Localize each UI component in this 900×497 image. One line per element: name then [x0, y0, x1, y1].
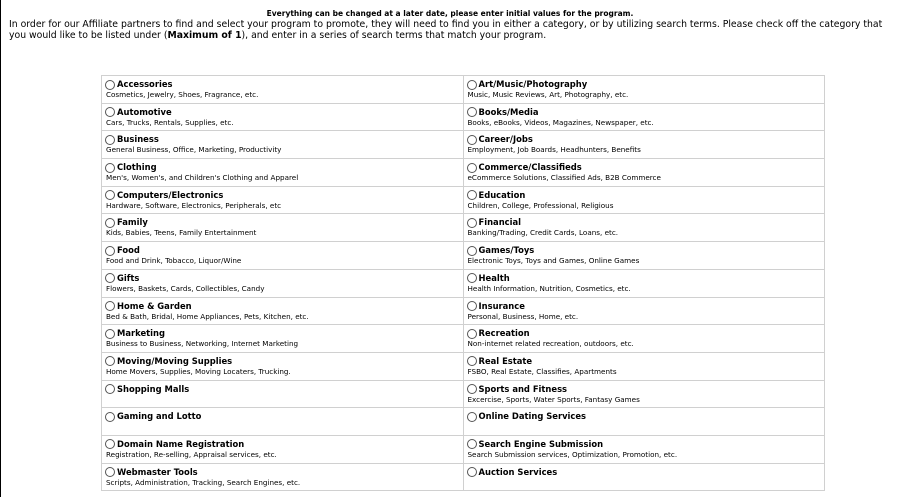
category-option-domain-name-registration[interactable]: [105, 439, 460, 450]
category-option-auction-services[interactable]: [467, 467, 822, 478]
category-cell-career-jobs: [463, 131, 825, 159]
category-name: Accessories: [117, 79, 173, 89]
category-radio-domain-name-registration[interactable]: [105, 439, 115, 449]
category-option-shopping-malls[interactable]: [105, 384, 460, 395]
category-row: [102, 352, 825, 380]
category-cell-financial: [463, 214, 825, 242]
category-radio-food[interactable]: [105, 246, 115, 256]
category-cell-domain-name-registration: [102, 435, 464, 463]
category-name: Commerce/Classifieds: [478, 162, 582, 173]
category-radio-career-jobs[interactable]: [467, 135, 477, 145]
category-name: Webmaster Tools: [117, 466, 198, 477]
category-option-real-estate[interactable]: [467, 356, 822, 367]
category-cell-art-music-photography: [463, 76, 825, 104]
category-radio-sports-and-fitness[interactable]: [467, 384, 477, 394]
category-option-accessories[interactable]: [105, 79, 460, 90]
category-option-clothing[interactable]: [105, 162, 460, 173]
category-radio-insurance[interactable]: [467, 301, 477, 311]
category-radio-search-engine-submission[interactable]: [467, 439, 477, 449]
category-table-body: [102, 76, 825, 491]
category-name: Marketing: [117, 328, 165, 339]
category-cell-search-engine-submission: [463, 435, 825, 463]
category-radio-accessories[interactable]: [105, 80, 115, 90]
category-option-moving-moving-supplies[interactable]: [105, 356, 460, 367]
category-option-family[interactable]: [105, 217, 460, 228]
category-option-books-media[interactable]: [467, 107, 822, 118]
category-description: Bed & Bath, Bridal, Home Appliances, Pets, Kitchen, etc.: [106, 311, 309, 321]
category-cell-webmaster-tools: [102, 463, 464, 491]
category-radio-games-toys[interactable]: [467, 246, 477, 256]
category-row: [102, 269, 825, 297]
category-row: [102, 103, 825, 131]
category-option-insurance[interactable]: [467, 301, 822, 312]
category-name: Business: [117, 134, 159, 145]
category-option-food[interactable]: [105, 245, 460, 256]
category-cell-clothing: [102, 159, 464, 187]
category-name: Auction Services: [478, 466, 558, 477]
intro-maximum-note: Maximum of 1: [167, 30, 242, 41]
category-row: [102, 159, 825, 187]
category-name: Domain Name Registration: [117, 438, 245, 449]
category-radio-education[interactable]: [467, 190, 477, 200]
category-option-webmaster-tools[interactable]: [105, 467, 460, 478]
notice-text: Everything can be changed at a later date, please enter initial values for the program.: [266, 9, 634, 18]
category-radio-marketing[interactable]: [105, 329, 115, 339]
category-description: Search Submission services, Optimization, Promotion, etc.: [467, 449, 678, 459]
category-description: Kids, Babies, Teens, Family Entertainment: [106, 228, 257, 238]
category-description: Health Information, Nutrition, Cosmetics, etc.: [467, 283, 631, 293]
category-row: [102, 408, 825, 436]
category-name: Moving/Moving Supplies: [117, 355, 233, 366]
category-radio-gaming-and-lotto[interactable]: [105, 412, 115, 422]
category-radio-home-and-garden[interactable]: [105, 301, 115, 311]
category-cell-food: [102, 242, 464, 270]
category-name: Shopping Malls: [117, 383, 190, 394]
category-radio-auction-services[interactable]: [467, 467, 477, 477]
category-radio-books-media[interactable]: [467, 107, 477, 117]
category-row: [102, 76, 825, 104]
category-option-marketing[interactable]: [105, 328, 460, 339]
category-radio-automotive[interactable]: [105, 107, 115, 117]
category-radio-business[interactable]: [105, 135, 115, 145]
category-row: [102, 214, 825, 242]
category-radio-clothing[interactable]: [105, 163, 115, 173]
category-description: Hardware, Software, Electronics, Peripherals, etc: [106, 200, 282, 210]
category-description: Flowers, Baskets, Cards, Collectibles, Candy: [106, 283, 265, 293]
category-description: Banking/Trading, Credit Cards, Loans, etc.: [467, 228, 619, 238]
category-option-search-engine-submission[interactable]: [467, 439, 822, 450]
category-description: FSBO, Real Estate, Classifies, Apartments: [467, 366, 617, 376]
category-radio-webmaster-tools[interactable]: [105, 467, 115, 477]
category-option-automotive[interactable]: [105, 107, 460, 118]
category-name: Education: [478, 189, 526, 200]
category-row: [102, 131, 825, 159]
category-name: Automotive: [117, 106, 172, 117]
category-name: Online Dating Services: [478, 411, 587, 422]
category-description: Home Movers, Supplies, Moving Locaters, Trucking.: [106, 366, 291, 376]
category-option-health[interactable]: [467, 273, 822, 284]
category-name: Computers/Electronics: [117, 189, 224, 200]
category-name: Art/Music/Photography: [478, 79, 588, 89]
category-option-recreation[interactable]: [467, 328, 822, 339]
category-option-gaming-and-lotto[interactable]: [105, 411, 460, 422]
category-name: Gifts: [117, 272, 140, 283]
category-radio-art-music-photography[interactable]: [467, 80, 477, 90]
category-description: Books, eBooks, Videos, Magazines, Newspaper, etc.: [467, 117, 654, 127]
category-cell-health: [463, 269, 825, 297]
category-name: Home & Garden: [117, 300, 192, 311]
category-row: [102, 325, 825, 353]
category-cell-gaming-and-lotto: [102, 408, 464, 436]
intro-text-before: In order for our Affiliate partners to find and select your program to promote, they will need to find you in either a category, or by utilizing search terms. Please check off the category that you would like to be listed under (: [9, 19, 883, 41]
category-cell-shopping-malls: [102, 380, 464, 408]
category-name: Recreation: [478, 328, 530, 339]
category-cell-books-media: [463, 103, 825, 131]
category-option-sports-and-fitness[interactable]: [467, 384, 822, 395]
category-option-education[interactable]: [467, 190, 822, 201]
category-description: eCommerce Solutions, Classified Ads, B2B Commerce: [467, 173, 661, 183]
category-option-commerce-classifieds[interactable]: [467, 162, 822, 173]
category-name: Games/Toys: [478, 245, 535, 256]
category-table: [101, 75, 825, 491]
category-cell-accessories: [102, 76, 464, 104]
category-radio-commerce-classifieds[interactable]: [467, 163, 477, 173]
category-description: Music, Music Reviews, Art, Photography, etc.: [467, 90, 629, 99]
category-cell-real-estate: [463, 352, 825, 380]
category-name: Books/Media: [478, 106, 539, 117]
category-option-art-music-photography[interactable]: [467, 79, 822, 90]
category-description: Personal, Business, Home, etc.: [467, 311, 579, 321]
category-radio-financial[interactable]: [467, 218, 477, 228]
category-name: Search Engine Submission: [478, 438, 604, 449]
category-description: Food and Drink, Tobacco, Liquor/Wine: [106, 256, 242, 266]
category-name: Clothing: [117, 162, 157, 173]
category-option-business[interactable]: [105, 134, 460, 145]
category-option-computers-electronics[interactable]: [105, 190, 460, 201]
category-cell-business: [102, 131, 464, 159]
category-radio-gifts[interactable]: [105, 273, 115, 283]
category-option-gifts[interactable]: [105, 273, 460, 284]
category-row: [102, 297, 825, 325]
category-description: Excercise, Sports, Water Sports, Fantasy Games: [467, 394, 640, 404]
category-description: Cosmetics, Jewelry, Shoes, Fragrance, etc.: [106, 90, 259, 99]
category-radio-real-estate[interactable]: [467, 356, 477, 366]
category-row: [102, 435, 825, 463]
category-cell-online-dating-services: [463, 408, 825, 436]
category-cell-marketing: [102, 325, 464, 353]
category-name: Family: [117, 217, 148, 228]
category-radio-family[interactable]: [105, 218, 115, 228]
category-cell-moving-moving-supplies: [102, 352, 464, 380]
category-cell-commerce-classifieds: [463, 159, 825, 187]
category-cell-gifts: [102, 269, 464, 297]
category-radio-online-dating-services[interactable]: [467, 412, 477, 422]
category-description: Men's, Women's, and Children's Clothing and Apparel: [106, 173, 299, 183]
category-option-home-and-garden[interactable]: [105, 301, 460, 312]
category-name: Financial: [478, 217, 522, 228]
category-description: Children, College, Professional, Religious: [467, 200, 614, 210]
category-row: [102, 242, 825, 270]
category-name: Insurance: [478, 300, 525, 311]
category-description: Registration, Re-selling, Appraisal services, etc.: [106, 449, 277, 459]
category-option-online-dating-services[interactable]: [467, 411, 822, 422]
category-option-games-toys[interactable]: [467, 245, 822, 256]
category-description: Cars, Trucks, Rentals, Supplies, etc.: [106, 117, 234, 127]
category-name: Food: [117, 245, 140, 256]
category-cell-recreation: [463, 325, 825, 353]
category-radio-shopping-malls[interactable]: [105, 384, 115, 394]
page-left-border: [0, 0, 1, 497]
category-radio-recreation[interactable]: [467, 329, 477, 339]
intro-text-after: ), and enter in a series of search terms that match your program.: [241, 30, 547, 41]
category-option-financial[interactable]: [467, 217, 822, 228]
category-name: Real Estate: [478, 355, 533, 366]
category-radio-health[interactable]: [467, 273, 477, 283]
category-name: Sports and Fitness: [478, 383, 568, 394]
category-option-career-jobs[interactable]: [467, 134, 822, 145]
category-cell-home-and-garden: [102, 297, 464, 325]
category-name: Career/Jobs: [478, 134, 533, 145]
category-description: Scripts, Administration, Tracking, Search Engines, etc.: [106, 477, 301, 487]
category-description: Electronic Toys, Toys and Games, Online Games: [467, 256, 640, 266]
category-description: Employment, Job Boards, Headhunters, Benefits: [467, 145, 641, 155]
category-radio-moving-moving-supplies[interactable]: [105, 356, 115, 366]
category-cell-automotive: [102, 103, 464, 131]
category-cell-sports-and-fitness: [463, 380, 825, 408]
category-name: Health: [478, 272, 510, 283]
category-radio-computers-electronics[interactable]: [105, 190, 115, 200]
category-cell-insurance: [463, 297, 825, 325]
category-cell-games-toys: [463, 242, 825, 270]
category-description: Non-internet related recreation, outdoors, etc.: [467, 339, 634, 349]
category-cell-education: [463, 186, 825, 214]
category-cell-family: [102, 214, 464, 242]
category-description: General Business, Office, Marketing, Productivity: [106, 145, 282, 155]
category-row: [102, 463, 825, 491]
category-cell-computers-electronics: [102, 186, 464, 214]
category-name: Gaming and Lotto: [117, 411, 202, 422]
category-cell-auction-services: [463, 463, 825, 491]
intro-text: [9, 19, 895, 41]
category-description: Business to Business, Networking, Internet Marketing: [106, 339, 299, 349]
category-row: [102, 380, 825, 408]
category-row: [102, 186, 825, 214]
